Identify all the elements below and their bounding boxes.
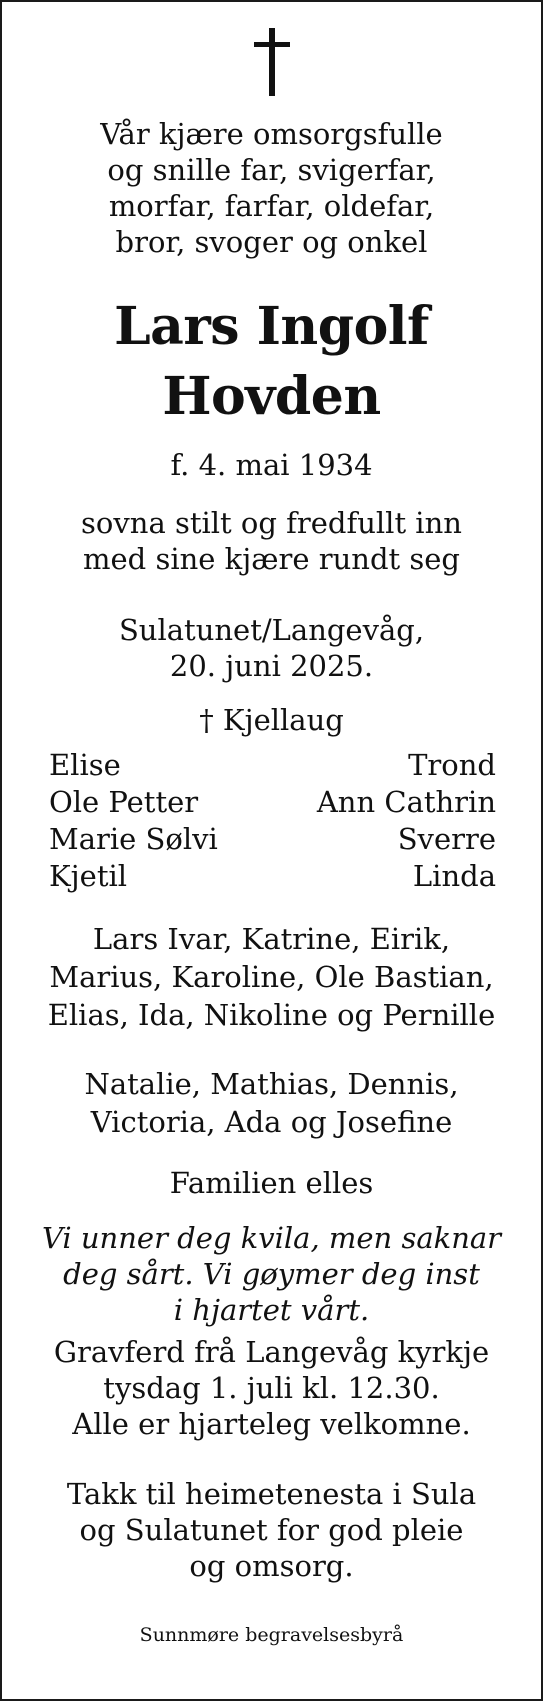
deceased-surname: Hovden [162,366,381,427]
great-grandchildren-list [32,1065,511,1141]
list-item [49,747,496,784]
child-partner-name: Trond [408,748,496,782]
child-name: Elise [49,748,121,782]
place-and-date [32,612,511,684]
funeral-line: tysdag 1. juli kl. 12.30. [103,1371,440,1405]
undertaker-name: Sunnmøre begravelsesbyrå [139,1624,404,1646]
death-date: 20. juni 2025. [169,649,374,683]
thanks-line: Takk til heimetenesta i Sula [66,1477,477,1511]
funeral-line: Gravferd frå Langevåg kyrkje [53,1335,490,1369]
deceased-name [32,292,511,432]
great-grandchildren-line: Natalie, Mathias, Dennis, [84,1067,459,1101]
funeral-info [32,1334,511,1442]
great-grandchildren-line: Victoria, Ada og Josefine [90,1105,453,1139]
latin-cross-icon [252,26,292,98]
death-place: Sulatunet/Langevåg, [118,613,425,647]
grandchildren-line: Lars Ivar, Katrine, Eirik, [92,922,451,956]
birth-date: f. 4. mai 1934 [170,448,373,482]
memorial-verse [32,1220,511,1328]
other-family: Familien elles [169,1166,374,1200]
intro-line: bror, svoger og onkel [115,225,428,259]
child-name: Kjetil [49,859,128,893]
verse-line: Vi unner deg kvila, men saknar [41,1221,502,1255]
thanks-text [32,1476,511,1584]
list-item [49,858,496,895]
child-partner-name: Ann Cathrin [316,785,496,819]
thanks-line: og omsorg. [189,1549,354,1583]
intro-line: og snille far, svigerfar, [107,153,436,187]
list-item [49,784,496,821]
grandchildren-line: Marius, Karoline, Ole Bastian, [49,960,494,994]
grandchildren-line: Elias, Ida, Nikoline og Pernille [47,998,496,1032]
passing-line: sovna stilt og fredfullt inn [81,506,462,540]
child-partner-name: Linda [412,859,496,893]
children-list [49,747,496,895]
funeral-line: Alle er hjarteleg velkomne. [72,1407,471,1441]
passing-text [32,505,511,577]
thanks-line: og Sulatunet for god pleie [79,1513,464,1547]
spouse-name: † Kjellaug [199,703,344,737]
child-name: Ole Petter [49,785,199,819]
grandchildren-list [32,920,511,1034]
child-partner-name: Sverre [397,822,496,856]
passing-line: med sine kjære rundt seg [83,542,460,576]
intro-line: morfar, farfar, oldefar, [108,189,435,223]
intro-line: Vår kjære omsorgsfulle [100,117,443,151]
verse-line: deg sårt. Vi gøymer deg inst [63,1257,480,1291]
cross-symbol [2,26,541,98]
verse-line: i hjartet vårt. [173,1293,370,1327]
intro-relations [32,116,511,260]
list-item [49,821,496,858]
child-name: Marie Sølvi [49,822,218,856]
deceased-first-names: Lars Ingolf [114,296,429,357]
